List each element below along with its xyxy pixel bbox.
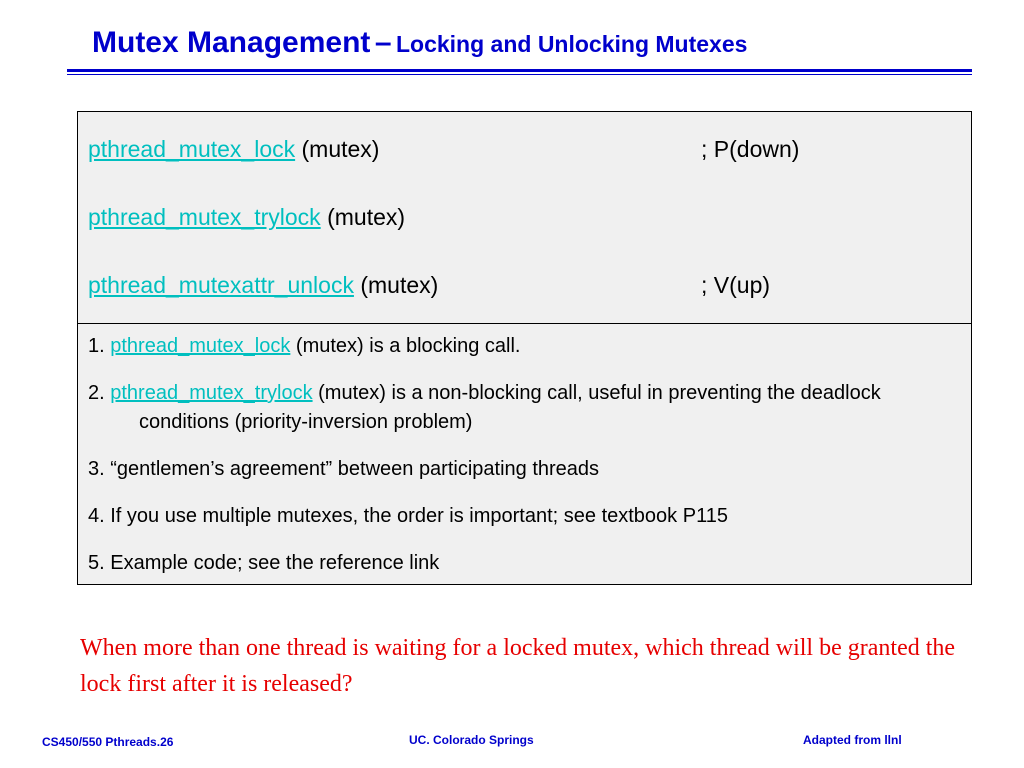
title-underline [67, 69, 972, 72]
function-line-trylock [88, 204, 405, 231]
footer-right: Adapted from llnl [803, 733, 902, 747]
note-2 [88, 379, 961, 437]
link-pthread-mutex-trylock[interactable]: pthread_mutex_trylock [88, 204, 321, 230]
function-list [78, 112, 971, 324]
title-dash: – [374, 26, 392, 59]
note-3: 3. “gentlemen’s agreement” between participating threads [88, 458, 600, 480]
note-text: is a blocking call. [369, 335, 521, 357]
function-args: (mutex) [360, 272, 439, 298]
function-args: (mutex) [301, 136, 380, 162]
slide-title [92, 26, 972, 60]
footer-left: CS450/550 Pthreads.26 [42, 735, 174, 749]
note-number: 2. [88, 382, 105, 404]
function-args: (mutex) [327, 204, 406, 230]
comment-p-down: ; P(down) [701, 136, 800, 162]
footer-center: UC. Colorado Springs [409, 733, 534, 747]
title-underline-thin [67, 74, 972, 75]
question-text: When more than one thread is waiting for a locked mutex, which thread will be granted the lock first after it is released? [80, 635, 956, 697]
function-line-unlock [88, 272, 438, 299]
title-main: Mutex Management [92, 26, 371, 59]
link-pthread-mutex-lock-note[interactable]: pthread_mutex_lock [110, 335, 291, 357]
note-4: 4. If you use multiple mutexes, the order is important; see textbook P115 [88, 505, 728, 527]
note-args: (mutex) [295, 335, 364, 357]
note-text: is a non-blocking call, useful in preventing the deadlock conditions (priority-inversion problem) [139, 382, 881, 433]
comment-v-up: ; V(up) [701, 272, 771, 298]
note-1 [88, 332, 961, 361]
link-pthread-mutex-lock[interactable]: pthread_mutex_lock [88, 136, 296, 162]
title-subtitle: Locking and Unlocking Mutexes [395, 31, 748, 57]
link-pthread-mutex-trylock-note[interactable]: pthread_mutex_trylock [110, 382, 313, 404]
note-args: (mutex) [318, 382, 386, 404]
notes-list [78, 324, 971, 584]
note-number: 1. [88, 335, 105, 357]
link-pthread-mutexattr-unlock[interactable]: pthread_mutexattr_unlock [88, 272, 354, 298]
content-box [77, 111, 972, 585]
function-line-lock [88, 136, 379, 163]
note-5: 5. Example code; see the reference link [88, 552, 440, 574]
